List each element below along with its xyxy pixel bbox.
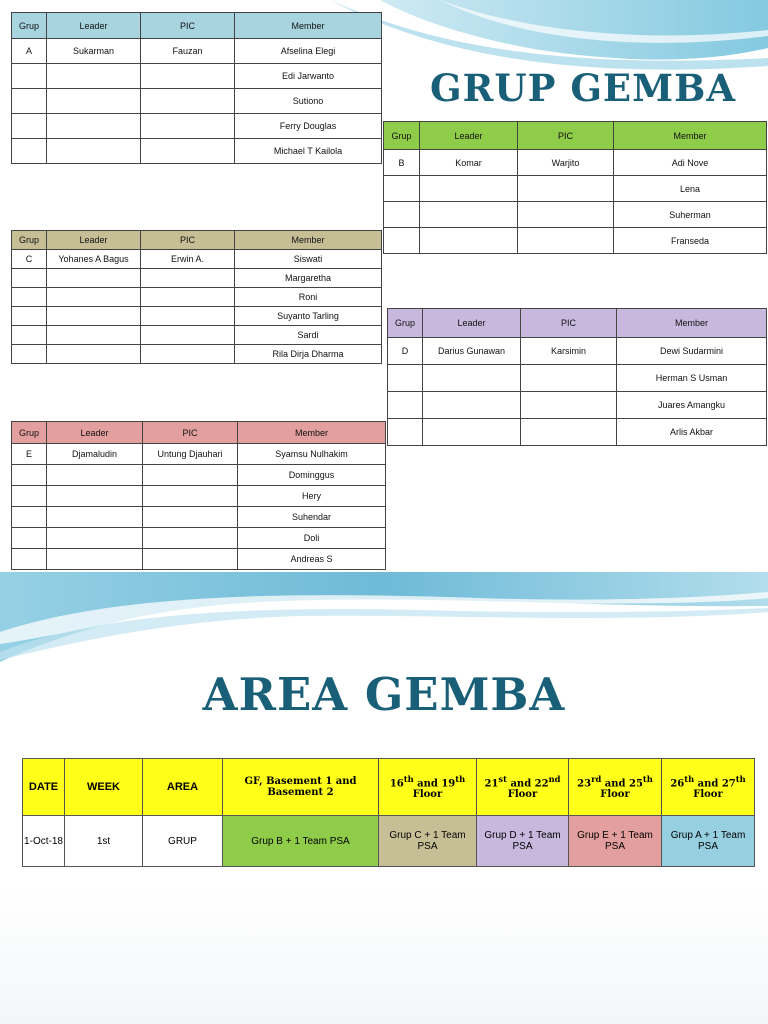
area-schedule-table bbox=[22, 758, 755, 867]
group-e-table bbox=[11, 421, 386, 570]
member-cell: Edi Jarwanto bbox=[235, 64, 382, 89]
pic-cell: Karsimin bbox=[521, 338, 617, 365]
table-row bbox=[12, 326, 382, 345]
table-row bbox=[384, 228, 767, 254]
header-leader: Leader bbox=[423, 309, 521, 338]
table-row bbox=[388, 392, 767, 419]
table-row bbox=[12, 250, 382, 269]
table-row bbox=[12, 549, 386, 570]
header-member: Member bbox=[235, 231, 382, 250]
assignment-cell: Grup C + 1 Team PSA bbox=[379, 816, 477, 867]
member-cell: Andreas S bbox=[238, 549, 386, 570]
header-grup: Grup bbox=[384, 122, 420, 150]
header-date: DATE bbox=[23, 759, 65, 816]
table-row bbox=[12, 139, 382, 164]
week-cell: 1st bbox=[65, 816, 143, 867]
table-row bbox=[12, 528, 386, 549]
page-title: GRUP GEMBA bbox=[430, 66, 737, 110]
grup-cell: B bbox=[384, 150, 420, 176]
leader-cell: Darius Gunawan bbox=[423, 338, 521, 365]
grup-cell: C bbox=[12, 250, 47, 269]
member-cell: Afselina Elegi bbox=[235, 39, 382, 64]
member-cell: Syamsu Nulhakim bbox=[238, 444, 386, 465]
page-title: AREA GEMBA bbox=[202, 668, 566, 721]
member-cell: Suyanto Tarling bbox=[235, 307, 382, 326]
member-cell: Adi Nove bbox=[614, 150, 767, 176]
group-b-table bbox=[383, 121, 767, 254]
table-row bbox=[12, 39, 382, 64]
pic-cell: Untung Djauhari bbox=[143, 444, 238, 465]
member-cell: Hery bbox=[238, 486, 386, 507]
header-leader: Leader bbox=[47, 422, 143, 444]
header-member: Member bbox=[617, 309, 767, 338]
member-cell: Sutiono bbox=[235, 89, 382, 114]
header-grup: Grup bbox=[388, 309, 423, 338]
header-member: Member bbox=[238, 422, 386, 444]
header-leader: Leader bbox=[47, 231, 141, 250]
group-d-table bbox=[387, 308, 767, 446]
header-floor-23-25: 23rd and 25th Floor bbox=[569, 759, 662, 816]
table-row bbox=[12, 465, 386, 486]
assignment-cell: Grup D + 1 Team PSA bbox=[477, 816, 569, 867]
table-row bbox=[384, 150, 767, 176]
member-cell: Ferry Douglas bbox=[235, 114, 382, 139]
header-area: AREA bbox=[143, 759, 223, 816]
grup-cell: E bbox=[12, 444, 47, 465]
pic-cell: Erwin A. bbox=[141, 250, 235, 269]
header-floor-16-19: 16th and 19th Floor bbox=[379, 759, 477, 816]
member-cell: Dewi Sudarmini bbox=[617, 338, 767, 365]
header-grup: Grup bbox=[12, 422, 47, 444]
member-cell: Roni bbox=[235, 288, 382, 307]
member-cell: Dominggus bbox=[238, 465, 386, 486]
header-member: Member bbox=[614, 122, 767, 150]
leader-cell: Sukarman bbox=[47, 39, 141, 64]
member-cell: Lena bbox=[614, 176, 767, 202]
table-row bbox=[12, 486, 386, 507]
table-row bbox=[12, 507, 386, 528]
assignment-cell: Grup A + 1 Team PSA bbox=[662, 816, 755, 867]
header-grup: Grup bbox=[12, 231, 47, 250]
table-row bbox=[12, 269, 382, 288]
header-pic: PIC bbox=[521, 309, 617, 338]
header-pic: PIC bbox=[141, 13, 235, 39]
grup-cell: D bbox=[388, 338, 423, 365]
pic-cell: Warjito bbox=[518, 150, 614, 176]
table-row bbox=[388, 338, 767, 365]
member-cell: Franseda bbox=[614, 228, 767, 254]
header-grup: Grup bbox=[12, 13, 47, 39]
leader-cell: Yohanes A Bagus bbox=[47, 250, 141, 269]
member-cell: Sardi bbox=[235, 326, 382, 345]
member-cell: Margaretha bbox=[235, 269, 382, 288]
header-pic: PIC bbox=[143, 422, 238, 444]
pic-cell: Fauzan bbox=[141, 39, 235, 64]
header-week: WEEK bbox=[65, 759, 143, 816]
member-cell: Suherman bbox=[614, 202, 767, 228]
member-cell: Rila Dirja Dharma bbox=[235, 345, 382, 364]
member-cell: Arlis Akbar bbox=[617, 419, 767, 446]
header-row bbox=[23, 759, 755, 816]
member-cell: Doli bbox=[238, 528, 386, 549]
table-row bbox=[12, 89, 382, 114]
area-cell: GRUP bbox=[143, 816, 223, 867]
header-pic: PIC bbox=[518, 122, 614, 150]
leader-cell: Djamaludin bbox=[47, 444, 143, 465]
group-a-table bbox=[11, 12, 382, 164]
slide-area-gemba bbox=[0, 572, 768, 1024]
table-row bbox=[12, 288, 382, 307]
member-cell: Juares Amangku bbox=[617, 392, 767, 419]
assignment-cell: Grup E + 1 Team PSA bbox=[569, 816, 662, 867]
header-pic: PIC bbox=[141, 231, 235, 250]
date-cell: 1-Oct-18 bbox=[23, 816, 65, 867]
header-floor-21-22: 21st and 22nd Floor bbox=[477, 759, 569, 816]
table-row bbox=[12, 345, 382, 364]
header-leader: Leader bbox=[47, 13, 141, 39]
table-row bbox=[12, 64, 382, 89]
member-cell: Siswati bbox=[235, 250, 382, 269]
header-leader: Leader bbox=[420, 122, 518, 150]
table-row bbox=[12, 114, 382, 139]
member-cell: Herman S Usman bbox=[617, 365, 767, 392]
leader-cell: Komar bbox=[420, 150, 518, 176]
table-row bbox=[12, 307, 382, 326]
table-row bbox=[384, 202, 767, 228]
table-row bbox=[23, 816, 755, 867]
table-row bbox=[384, 176, 767, 202]
header-floor-26-27: 26th and 27th Floor bbox=[662, 759, 755, 816]
grup-cell: A bbox=[12, 39, 47, 64]
table-row bbox=[12, 444, 386, 465]
assignment-cell: Grup B + 1 Team PSA bbox=[223, 816, 379, 867]
member-cell: Michael T Kailola bbox=[235, 139, 382, 164]
table-row bbox=[388, 419, 767, 446]
header-member: Member bbox=[235, 13, 382, 39]
table-row bbox=[388, 365, 767, 392]
wave-decoration bbox=[0, 572, 768, 672]
header-gf-basement: GF, Basement 1 and Basement 2 bbox=[223, 759, 379, 816]
member-cell: Suhendar bbox=[238, 507, 386, 528]
group-c-table bbox=[11, 230, 382, 364]
